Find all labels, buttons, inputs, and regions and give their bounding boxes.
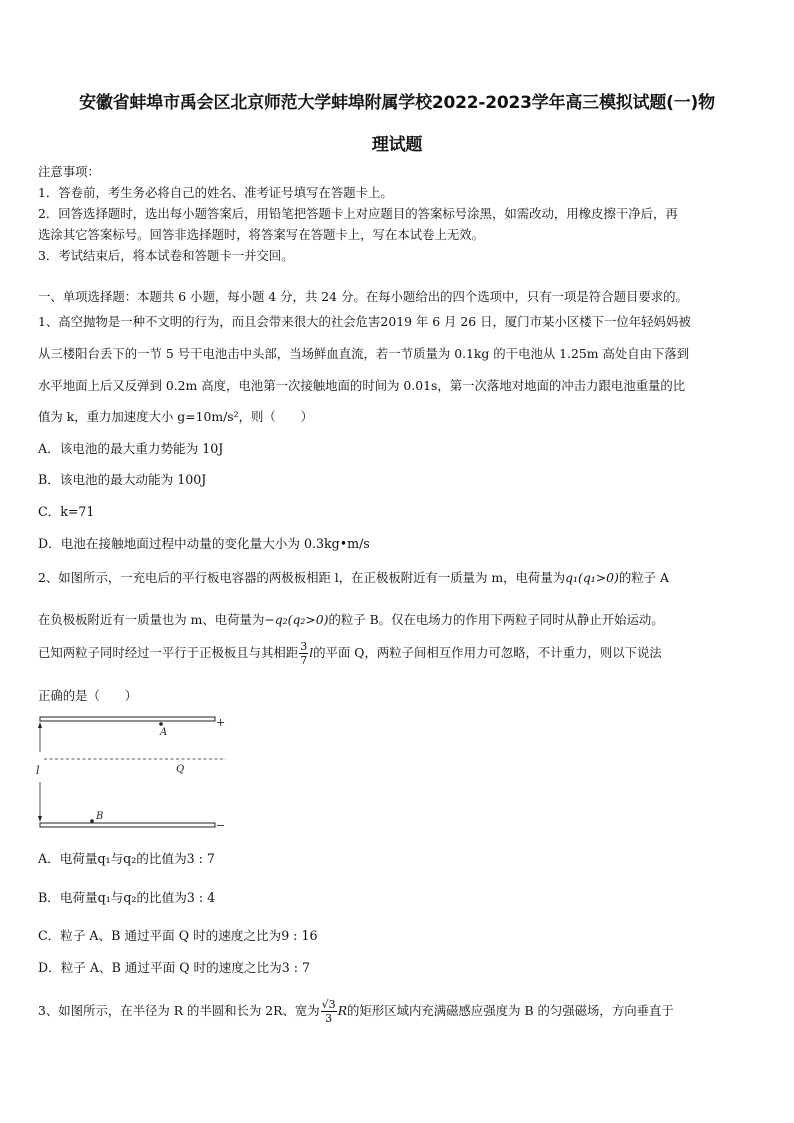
q2-fraction-den: 7: [300, 654, 308, 667]
q2-fraction: [299, 640, 308, 667]
q2-line-4: 正确的是（ ）: [38, 688, 138, 703]
section-heading: 一、单项选择题：本题共 6 小题，每小题 4 分，共 24 分。在每小题给出的四个选项中，只有一项是符合题目要求的。: [38, 289, 688, 304]
q2-option-c: C．粒子 A、B 通过平面 Q 时的速度之比为9 : 16: [38, 928, 318, 943]
plane-q-label: Q: [176, 764, 185, 775]
q2-option-a: A．电荷量q₁与q₂的比值为3 : 7: [38, 851, 215, 866]
q2-line2-text-c: 的粒子 B。仅在电场力的作用下两粒子同时从静止开始运动。: [328, 612, 664, 627]
q2-line1-math: q₁(q₁>0): [565, 570, 619, 585]
capacitor-figure: [30, 712, 240, 834]
q2-line3-text-c: 的平面 Q，两粒子间相互作用力可忽略，不计重力，则以下说法: [313, 645, 662, 660]
q2-line-3: [38, 640, 662, 667]
q1-option-a: A．该电池的最大重力势能为 10J: [38, 441, 224, 456]
arrow-head-down: [38, 816, 42, 822]
q3-line1-text-a: 3、如图所示，在半径为 R 的半圆和长为 2R、宽为: [38, 1003, 320, 1018]
q1-line-2: 从三楼阳台丢下的一节 5 号干电池击中头部，当场鲜血直流，若一节质量为 0.1kg 的干电池从 1.25m 高处自由下落到: [38, 346, 690, 361]
q1-option-b: B．该电池的最大动能为 100J: [38, 472, 207, 487]
positive-plate: [40, 717, 215, 721]
notice-item-2: 2．回答选择题时，选出每小题答案后，用铅笔把答题卡上对应题目的答案标号涂黑，如需改动，用橡皮擦干净后，再: [38, 206, 678, 221]
q1-option-c: C．k=71: [38, 504, 95, 519]
particle-a-label: A: [160, 727, 168, 738]
q2-line2-text-a: 在负极板附近有一质量也为 m、电荷量为: [38, 612, 265, 627]
q3-line-1: [38, 998, 674, 1025]
notice-item-2-cont: 选涂其它答案标号。回答非选择题时，将答案写在答题卡上，写在本试卷上无效。: [38, 227, 485, 242]
q2-line-1: [38, 568, 669, 586]
q3-fraction-var: R: [337, 1003, 348, 1018]
q2-line3-text-a: 已知两粒子同时经过一平行于正极板且与其相距: [38, 645, 299, 660]
q3-line1-text-c: 的矩形区域内充满磁感应强度为 B 的匀强磁场，方向垂直于: [347, 1003, 674, 1018]
distance-label-l: l: [36, 764, 40, 777]
arrow-head-up: [38, 722, 42, 728]
q2-line1-text-c: 的粒子 A: [618, 570, 669, 585]
negative-plate: [40, 823, 215, 827]
q2-option-d: D．粒子 A、B 通过平面 Q 时的速度之比为3 : 7: [38, 960, 310, 975]
q2-option-b: B．电荷量q₁与q₂的比值为3 : 4: [38, 890, 216, 905]
notice-item-1: 1．答卷前，考生务必将自己的姓名、准考证号填写在答题卡上。: [38, 185, 393, 200]
q2-line1-text-a: 2、如图所示，一充电后的平行板电容器的两极板相距 l，在正极板附近有一质量为 m，电荷量为: [38, 570, 566, 585]
q2-line-2: [38, 610, 664, 628]
particle-b-dot: [90, 819, 94, 823]
particle-a-dot: [159, 722, 163, 726]
q1-line-3: 水平地面上后又反弹到 0.2m 高度，电池第一次接触地面的时间为 0.01s，第一次落地对地面的冲击力跟电池重量的比: [38, 378, 686, 393]
exam-title-line2: 理试题: [371, 135, 423, 155]
q1-line-4: 值为 k，重力加速度大小 g=10m/s²，则（ ）: [38, 409, 313, 424]
q3-fraction-num: √3: [321, 998, 336, 1011]
particle-b-label: B: [96, 811, 104, 822]
q2-line2-math: −q₂(q₂>0): [264, 612, 329, 627]
q2-fraction-num: 3: [300, 640, 308, 653]
q3-fraction: [321, 998, 337, 1025]
notice-item-3: 3．考试结束后，将本试卷和答题卡一并交回。: [38, 248, 294, 263]
minus-sign-label: −: [216, 819, 226, 832]
q1-option-d: D．电池在接触地面过程中动量的变化量大小为 0.3kg•m/s: [38, 536, 370, 551]
notice-heading: 注意事项：: [38, 164, 100, 179]
plus-sign-label: +: [216, 716, 226, 729]
exam-title-line1: 安徽省蚌埠市禹会区北京师范大学蚌埠附属学校2022-2023学年高三模拟试题(一)物: [79, 93, 715, 113]
q1-line-1: 1、高空抛物是一种不文明的行为，而且会带来很大的社会危害2019 年 6 月 26 日，厦门市某小区楼下一位年轻妈妈被: [38, 314, 691, 329]
q2-fraction-var: l: [309, 645, 314, 660]
q3-fraction-den: 3: [325, 1012, 333, 1025]
